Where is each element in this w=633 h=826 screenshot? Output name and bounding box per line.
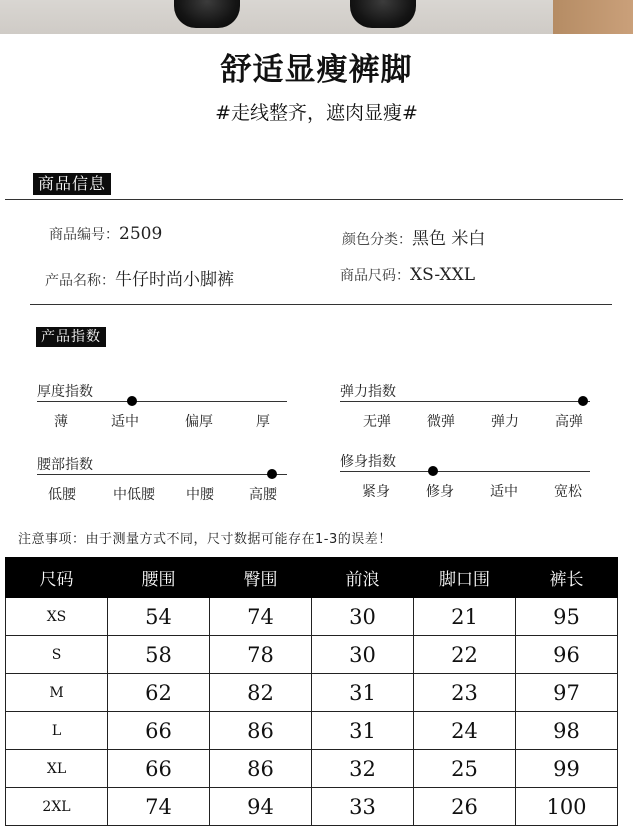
divider [5,199,623,200]
index-marker [127,396,137,406]
table-cell: 31 [312,712,414,750]
left-shoe [174,0,240,28]
table-cell: 32 [312,750,414,788]
info-label: 商品编号： [49,227,119,243]
table-cell: 2XL [6,788,108,826]
table-cell: 31 [312,674,414,712]
subline: #走线整齐，遮肉显瘦# [215,102,418,124]
index-label: 中腰 [186,487,214,503]
table-cell: 62 [108,674,210,712]
table-cell: M [6,674,108,712]
elasticity-index [340,381,590,441]
index-scale [37,401,287,402]
table-cell: 86 [210,712,312,750]
wooden-wall [553,0,633,34]
table-cell: 25 [414,750,516,788]
header-cell: 尺码 [6,558,108,598]
table-cell: 78 [210,636,312,674]
index-label: 宽松 [554,484,582,500]
info-item-size [340,265,475,285]
index-title: 厚度指数 [37,384,93,400]
table-cell: 82 [210,674,312,712]
header-cell: 腰围 [108,558,210,598]
header-cell: 臀围 [210,558,312,598]
table-cell: 22 [414,636,516,674]
table-cell: 100 [516,788,618,826]
index-title: 修身指数 [340,454,396,470]
index-label: 厚 [256,414,270,430]
table-cell: 74 [108,788,210,826]
index-label: 高弹 [555,414,583,430]
table-cell: 66 [108,712,210,750]
waist-index [37,454,287,514]
table-cell: 86 [210,750,312,788]
info-item-sku [49,224,162,244]
table-row [6,674,618,712]
index-label: 偏厚 [185,414,213,430]
index-label: 高腰 [249,487,277,503]
index-label: 修身 [426,484,454,500]
divider [30,304,612,305]
index-marker [578,396,588,406]
table-cell: 94 [210,788,312,826]
header-cell: 裤长 [516,558,618,598]
table-cell: XL [6,750,108,788]
table-cell: 95 [516,598,618,636]
table-cell: L [6,712,108,750]
product-index-tag: 产品指数 [36,327,106,347]
size-table [5,557,618,826]
table-cell: 96 [516,636,618,674]
table-cell: S [6,636,108,674]
info-item-name [45,265,234,290]
info-value: XS-XXL [410,265,476,285]
index-marker [428,466,438,476]
table-row [6,712,618,750]
product-info-tag: 商品信息 [33,173,111,195]
thickness-index [37,381,287,441]
info-value: 黑色 米白 [412,229,486,249]
index-label: 无弹 [363,414,391,430]
table-cell: 58 [108,636,210,674]
index-label: 紧身 [362,484,390,500]
index-label: 弹力 [491,414,519,430]
index-label: 低腰 [48,487,76,503]
table-cell: 24 [414,712,516,750]
fit-index [340,451,590,511]
size-table-header [6,558,618,598]
table-cell: 33 [312,788,414,826]
table-cell: XS [6,598,108,636]
info-value: 牛仔时尚小脚裤 [115,270,234,290]
table-cell: 74 [210,598,312,636]
index-label: 适中 [490,484,518,500]
table-cell: 98 [516,712,618,750]
index-marker [267,469,277,479]
info-value: 2509 [119,224,163,244]
index-title: 弹力指数 [340,384,396,400]
index-scale [340,401,590,402]
product-photo [0,0,633,34]
right-shoe [350,0,416,28]
index-label: 适中 [111,414,139,430]
header-cell: 脚口围 [414,558,516,598]
index-title: 腰部指数 [37,457,93,473]
table-row [6,636,618,674]
table-row [6,788,618,826]
table-cell: 54 [108,598,210,636]
index-scale [37,474,287,475]
table-cell: 26 [414,788,516,826]
header-cell: 前浪 [312,558,414,598]
index-scale [340,471,590,472]
index-label: 微弹 [427,414,455,430]
headline: 舒适显瘦裤脚 [220,52,413,88]
table-cell: 97 [516,674,618,712]
table-cell: 21 [414,598,516,636]
table-cell: 30 [312,598,414,636]
table-cell: 66 [108,750,210,788]
table-cell: 23 [414,674,516,712]
measurement-note: 注意事项：由于测量方式不同，尺寸数据可能存在1-3的误差！ [18,532,392,547]
table-cell: 30 [312,636,414,674]
info-label: 产品名称： [45,273,115,289]
table-row [6,598,618,636]
index-label: 薄 [54,414,68,430]
info-label: 商品尺码： [340,268,410,284]
table-cell: 99 [516,750,618,788]
info-label: 颜色分类： [342,232,412,248]
info-item-color [342,224,485,249]
index-label: 中低腰 [113,487,155,503]
table-row [6,750,618,788]
